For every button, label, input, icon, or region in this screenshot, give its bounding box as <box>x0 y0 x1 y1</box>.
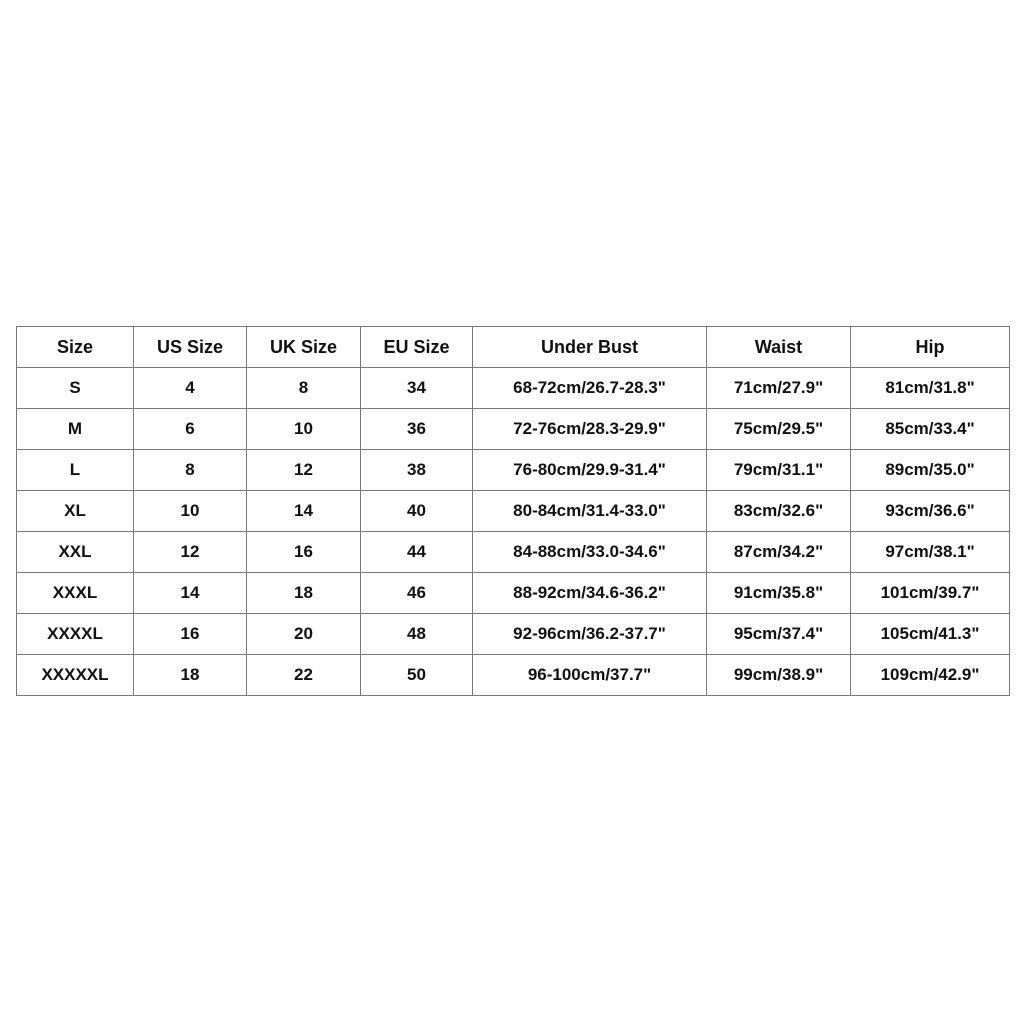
table-row <box>17 409 1010 450</box>
table-row <box>17 573 1010 614</box>
cell-us-size: 8 <box>134 450 247 491</box>
cell-waist: 87cm/34.2" <box>707 532 851 573</box>
table-row <box>17 532 1010 573</box>
cell-us-size: 10 <box>134 491 247 532</box>
cell-size: S <box>17 368 134 409</box>
cell-size: XXL <box>17 532 134 573</box>
cell-waist: 83cm/32.6" <box>707 491 851 532</box>
cell-under-bust: 96-100cm/37.7" <box>473 655 707 696</box>
cell-waist: 99cm/38.9" <box>707 655 851 696</box>
cell-waist: 91cm/35.8" <box>707 573 851 614</box>
cell-under-bust: 68-72cm/26.7-28.3" <box>473 368 707 409</box>
cell-us-size: 6 <box>134 409 247 450</box>
header-waist: Waist <box>707 327 851 368</box>
cell-us-size: 16 <box>134 614 247 655</box>
header-uk-size: UK Size <box>247 327 361 368</box>
cell-under-bust: 84-88cm/33.0-34.6" <box>473 532 707 573</box>
cell-under-bust: 72-76cm/28.3-29.9" <box>473 409 707 450</box>
cell-uk-size: 20 <box>247 614 361 655</box>
cell-uk-size: 8 <box>247 368 361 409</box>
cell-uk-size: 14 <box>247 491 361 532</box>
cell-hip: 101cm/39.7" <box>851 573 1010 614</box>
cell-hip: 97cm/38.1" <box>851 532 1010 573</box>
cell-hip: 109cm/42.9" <box>851 655 1010 696</box>
cell-under-bust: 80-84cm/31.4-33.0" <box>473 491 707 532</box>
cell-waist: 71cm/27.9" <box>707 368 851 409</box>
cell-size: XXXXL <box>17 614 134 655</box>
table-row <box>17 614 1010 655</box>
cell-under-bust: 76-80cm/29.9-31.4" <box>473 450 707 491</box>
cell-eu-size: 50 <box>361 655 473 696</box>
cell-uk-size: 12 <box>247 450 361 491</box>
cell-us-size: 14 <box>134 573 247 614</box>
table-row <box>17 491 1010 532</box>
cell-uk-size: 16 <box>247 532 361 573</box>
cell-under-bust: 92-96cm/36.2-37.7" <box>473 614 707 655</box>
cell-eu-size: 46 <box>361 573 473 614</box>
cell-size: XL <box>17 491 134 532</box>
header-row <box>17 327 1010 368</box>
cell-us-size: 4 <box>134 368 247 409</box>
header-hip: Hip <box>851 327 1010 368</box>
cell-size: M <box>17 409 134 450</box>
cell-hip: 81cm/31.8" <box>851 368 1010 409</box>
cell-hip: 85cm/33.4" <box>851 409 1010 450</box>
table-row <box>17 368 1010 409</box>
cell-waist: 79cm/31.1" <box>707 450 851 491</box>
size-chart-table <box>16 326 1010 696</box>
cell-waist: 95cm/37.4" <box>707 614 851 655</box>
cell-eu-size: 36 <box>361 409 473 450</box>
cell-eu-size: 34 <box>361 368 473 409</box>
cell-size: L <box>17 450 134 491</box>
table-row <box>17 450 1010 491</box>
cell-eu-size: 40 <box>361 491 473 532</box>
cell-waist: 75cm/29.5" <box>707 409 851 450</box>
cell-size: XXXXXL <box>17 655 134 696</box>
cell-uk-size: 18 <box>247 573 361 614</box>
cell-eu-size: 48 <box>361 614 473 655</box>
cell-uk-size: 10 <box>247 409 361 450</box>
cell-hip: 93cm/36.6" <box>851 491 1010 532</box>
cell-eu-size: 38 <box>361 450 473 491</box>
cell-size: XXXL <box>17 573 134 614</box>
cell-hip: 89cm/35.0" <box>851 450 1010 491</box>
cell-hip: 105cm/41.3" <box>851 614 1010 655</box>
cell-us-size: 18 <box>134 655 247 696</box>
header-eu-size: EU Size <box>361 327 473 368</box>
cell-us-size: 12 <box>134 532 247 573</box>
header-under-bust: Under Bust <box>473 327 707 368</box>
header-size: Size <box>17 327 134 368</box>
cell-eu-size: 44 <box>361 532 473 573</box>
header-us-size: US Size <box>134 327 247 368</box>
table-row <box>17 655 1010 696</box>
cell-under-bust: 88-92cm/34.6-36.2" <box>473 573 707 614</box>
cell-uk-size: 22 <box>247 655 361 696</box>
